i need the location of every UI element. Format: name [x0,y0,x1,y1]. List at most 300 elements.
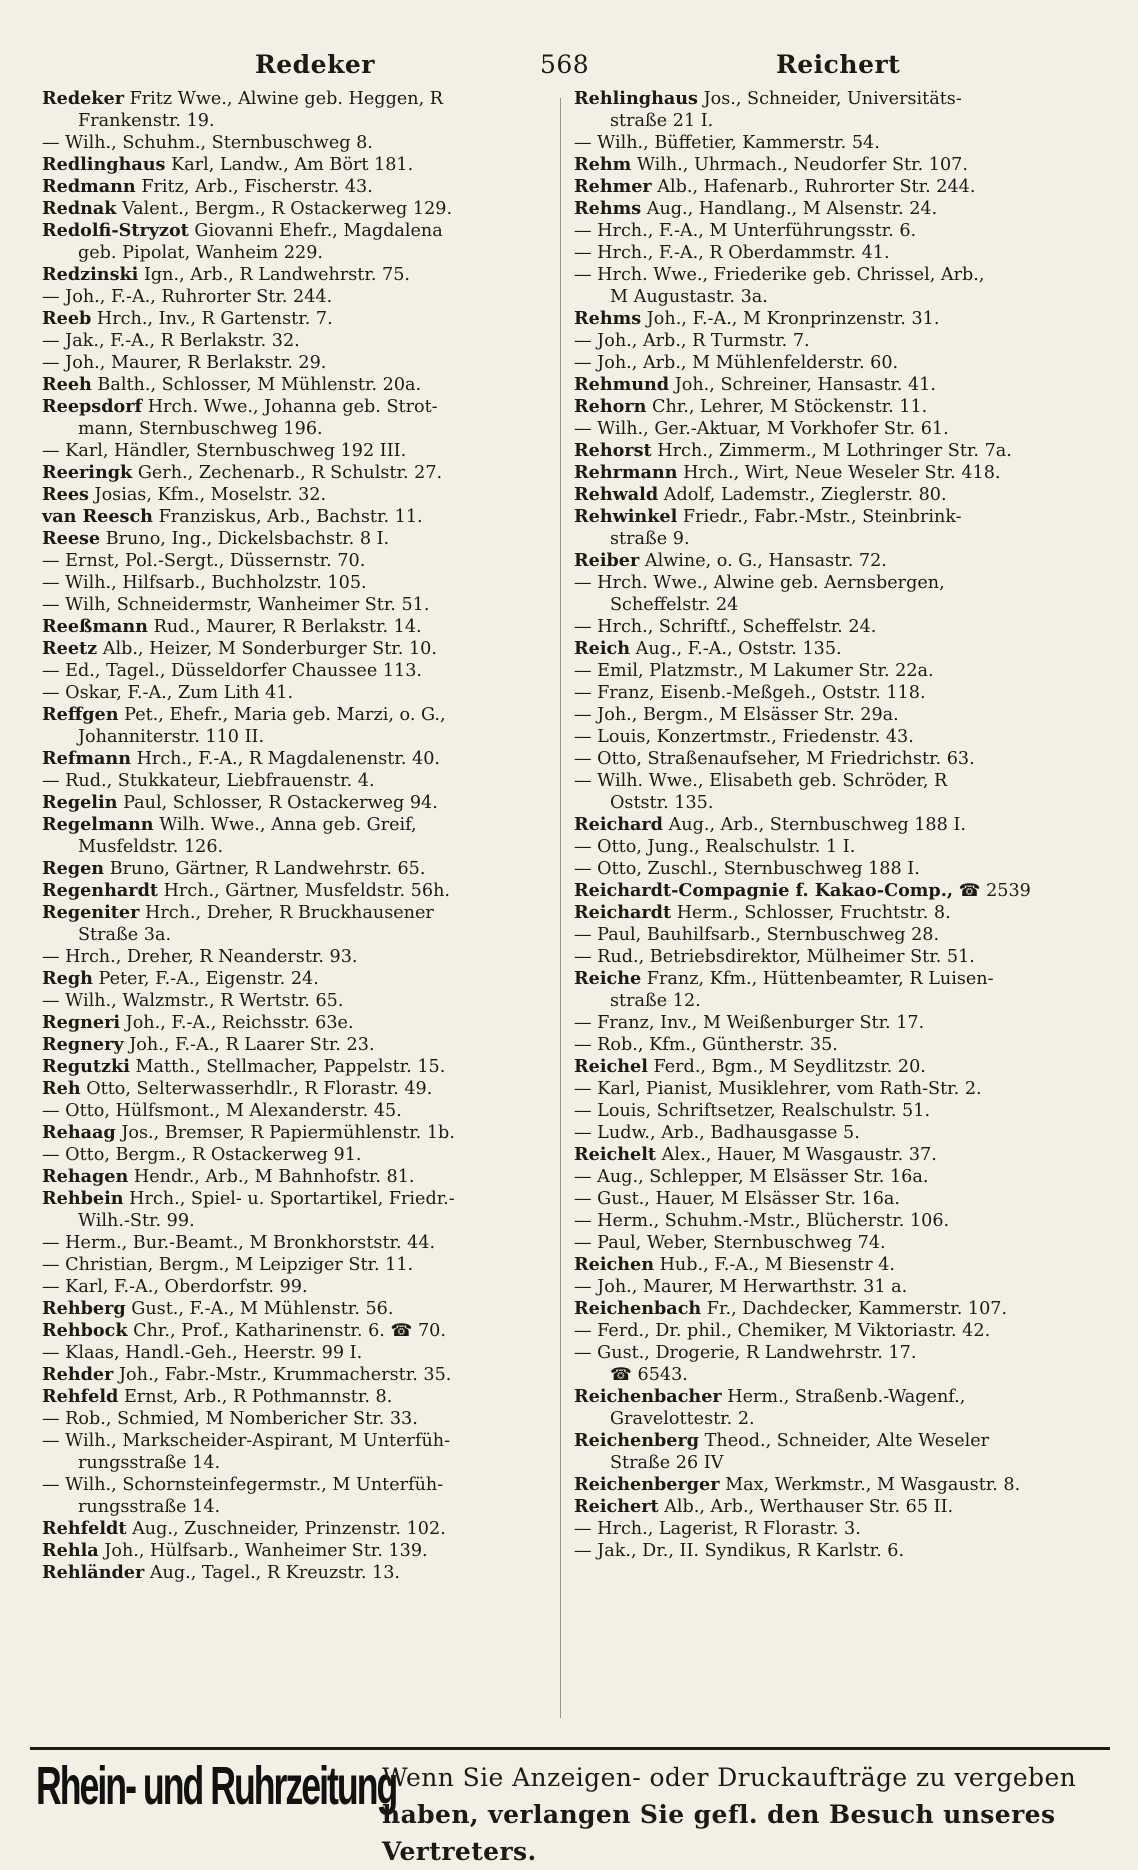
directory-entry [574,726,1114,748]
entry-surname: Rehfeld [42,1386,119,1407]
entry-surname: Regh [42,968,93,989]
entry-details: — Hrch., F.-A., M Unterführungsstr. 6. [574,221,917,241]
directory-entry [574,176,1114,198]
directory-entry [42,1122,562,1144]
entry-details: Ernst, Arb., R Pothmannstr. 8. [123,1387,393,1407]
directory-entry [574,1122,1114,1144]
directory-entry [574,638,1114,660]
entry-details: Joh., F.-A., Reichsstr. 63e. [125,1013,354,1033]
entry-details: — Wilh., Ger.-Aktuar, M Vorkhofer Str. 61. [574,419,949,439]
entry-details: Hrch. Wwe., Johanna geb. Strot- [147,397,438,417]
directory-entry [574,330,1114,352]
entry-details: — Wilh., Büffetier, Kammerstr. 54. [574,133,880,153]
directory-entry [574,946,1114,968]
directory-entry [42,1166,562,1188]
entry-details: Aug., Tagel., R Kreuzstr. 13. [149,1563,401,1583]
entry-details: Joh., Hülfsarb., Wanheimer Str. 139. [104,1541,428,1561]
directory-entry [42,902,562,946]
directory-entry [42,396,562,440]
entry-surname: Rehländer [42,1562,145,1583]
entry-details: Otto, Selterwasserhdlr., R Florastr. 49. [86,1079,433,1099]
entry-details: Giovanni Ehefr., Magdalena [194,221,443,241]
entry-details: — Paul, Bauhilfsarb., Sternbuschweg 28. [574,925,940,945]
directory-entry [42,1408,562,1430]
entry-surname: Rehm [574,154,632,175]
directory-entry [574,902,1114,924]
entry-surname: Rehmund [574,374,670,395]
directory-entry [42,1430,562,1474]
entry-details: — Hrch., Lagerist, R Florastr. 3. [574,1519,861,1539]
header-first-entry: Redeker [255,50,375,79]
directory-entry [42,1320,562,1342]
directory-entry [42,1276,562,1298]
directory-entry [42,748,562,770]
directory-entry [42,1100,562,1122]
directory-entry [42,1364,562,1386]
entry-details: Franziskus, Arb., Bachstr. 11. [158,507,423,527]
directory-entry [574,1232,1114,1254]
entry-surname: Rehmer [574,176,652,197]
entry-details: — Hrch., Schriftf., Scheffelstr. 24. [574,617,877,637]
directory-entry [574,880,1114,902]
directory-entry [42,88,562,132]
header-last-entry: Reichert [776,50,901,79]
entry-details: Hrch., Zimmerm., M Lothringer Str. 7a. [657,441,1012,461]
entry-surname: Reeringk [42,462,133,483]
directory-entry [42,594,562,616]
entry-details: Matth., Stellmacher, Pappelstr. 15. [135,1057,446,1077]
directory-entry [42,1298,562,1320]
directory-entry [42,1078,562,1100]
directory-entry [42,638,562,660]
directory-entry [574,1342,1114,1386]
entry-details: — Wilh., Schuhm., Sternbuschweg 8. [42,133,373,153]
directory-entry [42,1188,562,1232]
directory-entry [574,1430,1114,1474]
entry-details: Paul, Schlosser, R Ostackerweg 94. [123,793,438,813]
directory-entry [574,198,1114,220]
entry-surname: Reichenberger [574,1474,720,1495]
entry-surname: Reiche [574,968,642,989]
directory-entry [574,1320,1114,1342]
entry-details: Jos., Schneider, Universitäts- [703,89,962,109]
entry-details: — Karl, F.-A., Oberdorfstr. 99. [42,1277,308,1297]
directory-entry [42,176,562,198]
entry-continuation: ☎ 6543. [610,1365,688,1385]
entry-details: — Louis, Konzertmstr., Friedenstr. 43. [574,727,914,747]
directory-entry [42,286,562,308]
advertisement-line-1: Wenn Sie Anzeigen- oder Druckaufträge zu vergeben [382,1763,1077,1792]
directory-entry [574,154,1114,176]
entry-surname: Rehwinkel [574,506,678,527]
directory-entry [574,1012,1114,1034]
directory-entry [574,770,1114,814]
directory-entry [42,1562,562,1584]
entry-details: Franz, Kfm., Hüttenbeamter, R Luisen- [646,969,994,989]
directory-entry [42,616,562,638]
entry-continuation: Straße 3a. [78,925,172,945]
entry-surname: Regeniter [42,902,140,923]
entry-details: Hrch., Wirt, Neue Weseler Str. 418. [683,463,1001,483]
entry-surname: Reichen [574,1254,654,1275]
directory-entry [42,198,562,220]
directory-entry [574,506,1114,550]
entry-surname: Reichardt-Compagnie f. Kakao-Comp., [574,880,953,901]
entry-surname: van Reesch [42,506,153,527]
entry-continuation: Straße 26 IV [610,1453,724,1473]
entry-continuation: rungsstraße 14. [78,1497,221,1517]
entry-surname: Regnery [42,1034,124,1055]
entry-details: — Wilh., Schornsteinfegermstr., M Unterfüh- [42,1475,444,1495]
entry-details: Hrch., F.-A., R Magdalenenstr. 40. [136,749,440,769]
entry-details: — Hrch. Wwe., Alwine geb. Aernsbergen, [574,573,945,593]
entry-details: — Joh., Maurer, R Berlakstr. 29. [42,353,327,373]
entry-surname: Rehagen [42,1166,129,1187]
directory-entry [574,1056,1114,1078]
directory-entry [42,1012,562,1034]
entry-details: — Otto, Bergm., R Ostackerweg 91. [42,1145,362,1165]
entry-surname: Reeh [42,374,92,395]
directory-entry [574,220,1114,242]
entry-details: — Karl, Pianist, Musiklehrer, vom Rath-Str. 2. [574,1079,982,1099]
directory-entry [574,462,1114,484]
entry-details: — Otto, Hülfsmont., M Alexanderstr. 45. [42,1101,402,1121]
entry-details: Max, Werkmstr., M Wasgaustr. 8. [725,1475,1021,1495]
entry-details: Ign., Arb., R Landwehrstr. 75. [143,265,411,285]
entry-details: Adolf, Lademstr., Zieglerstr. 80. [663,485,947,505]
entry-surname: Reiber [574,550,640,571]
entry-details: — Gust., Hauer, M Elsässer Str. 16a. [574,1189,901,1209]
entry-surname: Reeßmann [42,616,148,637]
entry-surname: Reich [574,638,631,659]
entry-details: Josias, Kfm., Moselstr. 32. [94,485,327,505]
entry-details: Wilh., Uhrmach., Neudorfer Str. 107. [636,155,968,175]
entry-details: Alwine, o. G., Hansastr. 72. [644,551,887,571]
entry-surname: Redolfi-Stryzot [42,220,189,241]
entry-details: Herm., Schlosser, Fruchtstr. 8. [676,903,951,923]
directory-entry [574,1518,1114,1540]
directory-entry [574,1034,1114,1056]
entry-details: Hendr., Arb., M Bahnhofstr. 81. [133,1167,415,1187]
entry-surname: Regelmann [42,814,154,835]
entry-surname: Rehfeldt [42,1518,127,1539]
entry-surname: Regenhardt [42,880,158,901]
directory-entry [42,704,562,748]
directory-entry [574,682,1114,704]
entry-details: Hrch., Inv., R Gartenstr. 7. [96,309,333,329]
entry-details: Aug., Handlang., M Alsenstr. 24. [646,199,938,219]
entry-surname: Redeker [42,88,124,109]
entry-surname: Rehbock [42,1320,128,1341]
entry-surname: Rehorst [574,440,652,461]
entry-details: — Wilh. Wwe., Elisabeth geb. Schröder, R [574,771,948,791]
entry-details: Rud., Maurer, R Berlakstr. 14. [153,617,422,637]
entry-surname: Reese [42,528,101,549]
entry-details: — Hrch. Wwe., Friederike geb. Chrissel, Arb., [574,265,985,285]
directory-entry [42,968,562,990]
entry-surname: Redlinghaus [42,154,166,175]
entry-surname: Reh [42,1078,81,1099]
entry-continuation: straße 9. [610,529,690,549]
entry-details: — Wilh., Hilfsarb., Buchholzstr. 105. [42,573,367,593]
entry-continuation: straße 12. [610,991,701,1011]
entry-details: — Joh., Maurer, M Herwarthstr. 31 a. [574,1277,908,1297]
directory-entry [42,1386,562,1408]
directory-entry [574,440,1114,462]
entry-details: — Louis, Schriftsetzer, Realschulstr. 51. [574,1101,931,1121]
entry-details: — Rud., Stukkateur, Liebfrauenstr. 4. [42,771,375,791]
directory-entry [574,1540,1114,1562]
entry-surname: Redzinski [42,264,139,285]
entry-details: Aug., Zuschneider, Prinzenstr. 102. [132,1519,446,1539]
entry-surname: Redmann [42,176,136,197]
entry-details: ☎ 2539 [958,881,1031,901]
directory-entry [574,1188,1114,1210]
page-number: 568 [540,50,590,79]
directory-entry [42,1518,562,1540]
entry-details: — Christian, Bergm., M Leipziger Str. 11. [42,1255,414,1275]
directory-entry [42,1540,562,1562]
entry-details: — Paul, Weber, Sternbuschweg 74. [574,1233,886,1253]
entry-details: Chr., Lehrer, M Stöckenstr. 11. [652,397,928,417]
directory-entry [574,858,1114,880]
entry-continuation: Oststr. 135. [610,793,714,813]
entry-continuation: Musfeldstr. 126. [78,837,224,857]
entry-details: Bruno, Gärtner, R Landwehrstr. 65. [109,859,426,879]
entry-details: Ferd., Bgm., M Seydlitzstr. 20. [653,1057,926,1077]
entry-details: — Hrch., F.-A., R Oberdammstr. 41. [574,243,890,263]
directory-entry [42,1474,562,1518]
entry-details: Karl, Landw., Am Bört 181. [171,155,414,175]
entry-details: Aug., Arb., Sternbuschweg 188 I. [668,815,966,835]
directory-entry [574,924,1114,946]
entry-continuation: Wilh.-Str. 99. [78,1211,195,1231]
directory-entry [42,550,562,572]
directory-entry [574,352,1114,374]
entry-details: — Rud., Betriebsdirektor, Mülheimer Str. 51. [574,947,975,967]
directory-entry [42,858,562,880]
entry-details: Herm., Straßenb.-Wagenf., [727,1387,966,1407]
directory-entry [574,1496,1114,1518]
entry-continuation: Scheffelstr. 24 [610,595,739,615]
entry-details: Hub., F.-A., M Biesenstr 4. [659,1255,896,1275]
directory-entry [42,946,562,968]
entry-surname: Rehwald [574,484,659,505]
directory-entry [574,572,1114,616]
entry-surname: Reichert [574,1496,659,1517]
entry-details: Valent., Bergm., R Ostackerweg 129. [122,199,453,219]
directory-entry [574,132,1114,154]
entry-details: — Joh., Bergm., M Elsässer Str. 29a. [574,705,899,725]
directory-entry [42,506,562,528]
directory-entry [42,572,562,594]
entry-details: — Hrch., Dreher, R Neanderstr. 93. [42,947,358,967]
entry-details: — Gust., Drogerie, R Landwehrstr. 17. [574,1343,917,1363]
directory-entry [574,1100,1114,1122]
directory-entry [574,836,1114,858]
entry-surname: Rehms [574,308,642,329]
directory-entry [574,1144,1114,1166]
entry-details: — Karl, Händler, Sternbuschweg 192 III. [42,441,407,461]
entry-details: Pet., Ehefr., Maria geb. Marzi, o. G., [124,705,446,725]
entry-surname: Refmann [42,748,131,769]
entry-details: Joh., F.-A., R Laarer Str. 23. [129,1035,375,1055]
entry-details: — Jak., F.-A., R Berlakstr. 32. [42,331,300,351]
entry-surname: Reichenberg [574,1430,700,1451]
entry-details: Hrch., Spiel- u. Sportartikel, Friedr.- [129,1189,455,1209]
entry-details: — Rob., Kfm., Güntherstr. 35. [574,1035,838,1055]
entry-surname: Rehms [574,198,642,219]
entry-details: — Joh., Arb., R Turmstr. 7. [574,331,810,351]
directory-entry [42,264,562,286]
directory-entry [42,1034,562,1056]
entry-surname: Reetz [42,638,98,659]
directory-entry [574,396,1114,418]
advertisement-text [382,1759,1102,1870]
directory-entry [42,660,562,682]
entry-surname: Reichelt [574,1144,657,1165]
directory-entry [574,660,1114,682]
entry-details: — Wilh., Walzmstr., R Wertstr. 65. [42,991,344,1011]
directory-entry [42,528,562,550]
entry-surname: Rehder [42,1364,114,1385]
entry-surname: Rees [42,484,89,505]
directory-entry [574,1276,1114,1298]
newspaper-logo: Rhein- und Ruhrzeitung [36,1756,397,1816]
column-divider [560,98,561,1718]
entry-details: — Herm., Schuhm.-Mstr., Blücherstr. 106. [574,1211,950,1231]
entry-surname: Rehrmann [574,462,678,483]
entry-continuation: M Augustastr. 3a. [610,287,768,307]
entry-surname: Reichel [574,1056,648,1077]
entry-details: Wilh. Wwe., Anna geb. Greif, [159,815,417,835]
directory-entry [42,308,562,330]
entry-details: Balth., Schlosser, M Mühlenstr. 20a. [97,375,422,395]
entry-details: Alb., Hafenarb., Ruhrorter Str. 244. [657,177,976,197]
directory-entry [42,484,562,506]
directory-entry [42,990,562,1012]
directory-entry [574,1474,1114,1496]
directory-entry [574,1166,1114,1188]
entry-details: Jos., Bremser, R Papiermühlenstr. 1b. [121,1123,455,1143]
directory-entry [42,1144,562,1166]
advertisement-footer [30,1747,1110,1866]
entry-details: — Otto, Zuschl., Sternbuschweg 188 I. [574,859,920,879]
entry-continuation: mann, Sternbuschweg 196. [78,419,323,439]
entry-details: — Ferd., Dr. phil., Chemiker, M Viktoriastr. 42. [574,1321,991,1341]
left-column [42,88,562,1584]
entry-details: — Emil, Platzmstr., M Lakumer Str. 22a. [574,661,934,681]
entry-details: Bruno, Ing., Dickelsbachstr. 8 I. [105,529,390,549]
page-header [0,50,1138,90]
directory-entry [574,418,1114,440]
directory-entry [574,550,1114,572]
directory-entry [42,1232,562,1254]
entry-surname: Reichardt [574,902,672,923]
entry-details: Joh., Fabr.-Mstr., Krummacherstr. 35. [118,1365,452,1385]
entry-details: — Otto, Straßenaufseher, M Friedrichstr. 63. [574,749,975,769]
directory-entry [42,792,562,814]
directory-entry [574,616,1114,638]
entry-surname: Regutzki [42,1056,130,1077]
entry-details: — Otto, Jung., Realschulstr. 1 I. [574,837,856,857]
entry-details: Peter, F.-A., Eigenstr. 24. [98,969,319,989]
directory-entry [42,880,562,902]
directory-entry [42,1254,562,1276]
entry-details: Chr., Prof., Katharinenstr. 6. ☎ 70. [133,1321,446,1341]
entry-details: Friedr., Fabr.-Mstr., Steinbrink- [682,507,962,527]
entry-continuation: geb. Pipolat, Wanheim 229. [78,243,324,263]
entry-details: — Herm., Bur.-Beamt., M Bronkhorststr. 44. [42,1233,436,1253]
entry-surname: Rehorn [574,396,647,417]
entry-details: Hrch., Dreher, R Bruckhausener [144,903,434,923]
entry-details: Joh., F.-A., M Kronprinzenstr. 31. [646,309,940,329]
entry-surname: Reffgen [42,704,119,725]
entry-continuation: Johanniterstr. 110 II. [78,727,265,747]
entry-details: — Joh., F.-A., Ruhrorter Str. 244. [42,287,333,307]
entry-details: Fritz Wwe., Alwine geb. Heggen, R [129,89,444,109]
entry-details: Aug., F.-A., Oststr. 135. [635,639,842,659]
directory-entry [574,748,1114,770]
entry-surname: Reichenbach [574,1298,702,1319]
entry-details: Alb., Arb., Werthauser Str. 65 II. [664,1497,954,1517]
directory-entry [42,440,562,462]
entry-surname: Rehbein [42,1188,124,1209]
directory-entry [42,330,562,352]
directory-entry [42,352,562,374]
entry-surname: Reichard [574,814,663,835]
directory-entry [574,242,1114,264]
entry-details: Theod., Schneider, Alte Weseler [704,1431,990,1451]
entry-details: — Wilh, Schneidermstr, Wanheimer Str. 51. [42,595,430,615]
entry-surname: Rehaag [42,1122,116,1143]
directory-entry [574,484,1114,506]
entry-surname: Regneri [42,1012,121,1033]
entry-surname: Rehberg [42,1298,126,1319]
entry-details: Hrch., Gärtner, Musfeldstr. 56h. [163,881,450,901]
footer-rule [30,1747,1110,1750]
entry-continuation: straße 21 I. [610,111,714,131]
directory-entry [574,1078,1114,1100]
directory-entry [42,770,562,792]
entry-details: — Franz, Eisenb.-Meßgeh., Oststr. 118. [574,683,926,703]
directory-entry [42,814,562,858]
entry-details: — Klaas, Handl.-Geh., Heerstr. 99 I. [42,1343,363,1363]
entry-surname: Reeb [42,308,92,329]
directory-entry [42,132,562,154]
entry-details: Alb., Heizer, M Sonderburger Str. 10. [102,639,437,659]
directory-entry [42,220,562,264]
entry-details: — Ed., Tagel., Düsseldorfer Chaussee 113. [42,661,422,681]
directory-entry [42,682,562,704]
directory-entry [42,462,562,484]
entry-details: — Rob., Schmied, M Nombericher Str. 33. [42,1409,418,1429]
directory-entry [574,1298,1114,1320]
directory-entry [42,1056,562,1078]
entry-details: — Joh., Arb., M Mühlenfelderstr. 60. [574,353,899,373]
entry-details: — Aug., Schlepper, M Elsässer Str. 16a. [574,1167,929,1187]
entry-continuation: Frankenstr. 19. [78,111,215,131]
entry-details: — Wilh., Markscheider-Aspirant, M Unterfüh- [42,1431,451,1451]
entry-continuation: rungsstraße 14. [78,1453,221,1473]
directory-entry [42,154,562,176]
entry-details: — Ernst, Pol.-Sergt., Düssernstr. 70. [42,551,366,571]
entry-continuation: Gravelottestr. 2. [610,1409,755,1429]
directory-entry [574,814,1114,836]
entry-surname: Reichenbacher [574,1386,722,1407]
entry-details: — Ludw., Arb., Badhausgasse 5. [574,1123,860,1143]
entry-surname: Regelin [42,792,118,813]
